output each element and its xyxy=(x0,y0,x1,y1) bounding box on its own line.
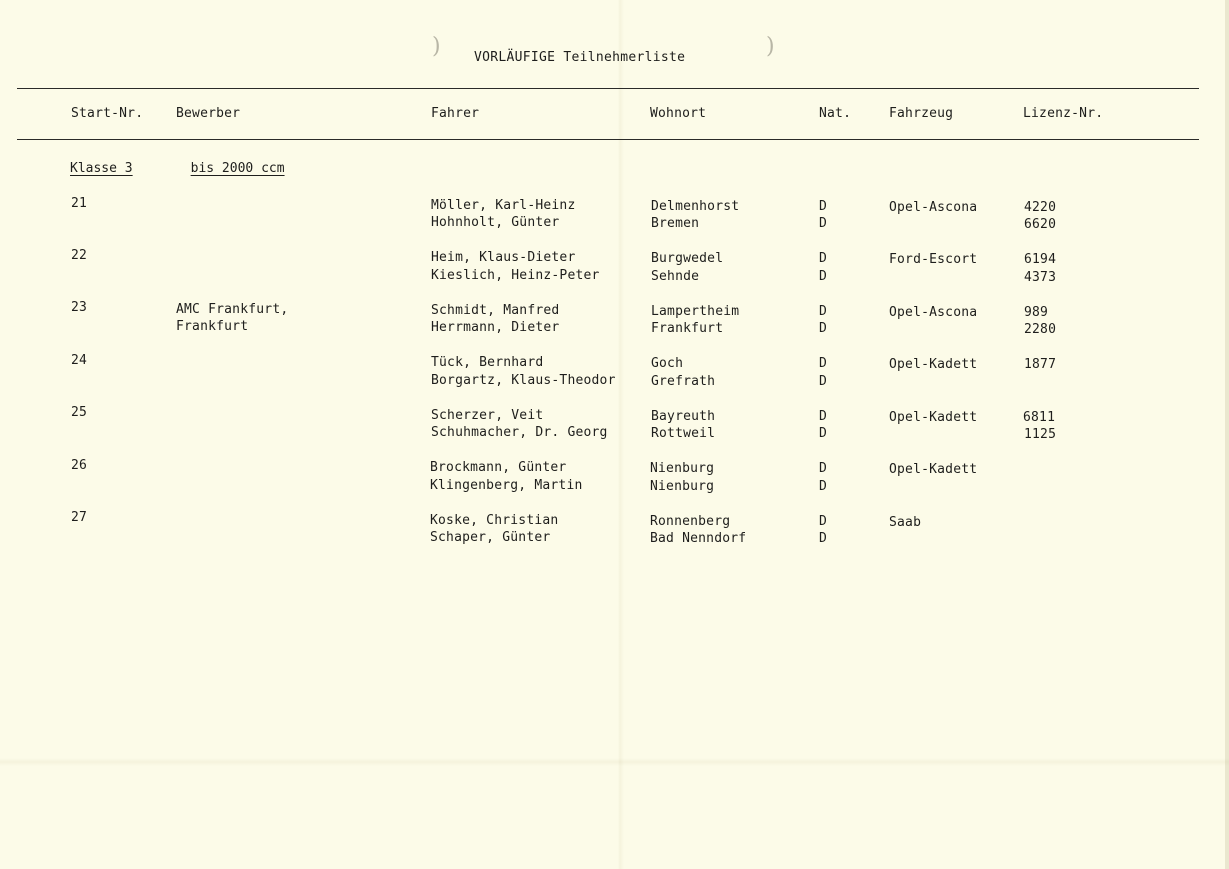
nat-1: D xyxy=(819,251,828,266)
bewerber-line-1: AMC Frankfurt, xyxy=(176,302,289,317)
column-header-bewerber: Bewerber xyxy=(176,106,241,121)
lizenz-2: 1125 xyxy=(1024,427,1057,442)
nat-1: D xyxy=(819,409,828,424)
header-bottom-rule xyxy=(17,139,1199,140)
start-number: 25 xyxy=(71,405,88,420)
paper-edge xyxy=(1225,0,1229,869)
wohnort-2: Grefrath xyxy=(651,374,716,389)
fahrer-1: Heim, Klaus-Dieter xyxy=(431,250,576,265)
column-header-fahrer: Fahrer xyxy=(431,106,480,121)
wohnort-1: Ronnenberg xyxy=(650,514,731,529)
class-range: bis 2000 ccm xyxy=(190,161,285,176)
fahrer-1: Brockmann, Günter xyxy=(430,460,567,475)
nat-1: D xyxy=(819,514,828,529)
wohnort-2: Rottweil xyxy=(651,426,716,441)
wohnort-2: Bremen xyxy=(651,216,700,231)
wohnort-1: Nienburg xyxy=(650,461,715,476)
fahrzeug: Ford-Escort xyxy=(889,252,978,267)
fahrer-1: Möller, Karl-Heinz xyxy=(431,198,576,213)
lizenz-2: 6620 xyxy=(1024,217,1057,232)
wohnort-1: Bayreuth xyxy=(651,409,716,424)
start-number: 23 xyxy=(71,300,88,315)
nat-2: D xyxy=(819,426,828,441)
column-header-wohnort: Wohnort xyxy=(650,106,707,121)
fahrer-1: Scherzer, Veit xyxy=(431,408,544,423)
nat-2: D xyxy=(819,479,828,494)
lizenz-1: 6194 xyxy=(1024,252,1057,267)
fahrzeug: Saab xyxy=(889,515,922,530)
lizenz-2: 2280 xyxy=(1024,322,1057,337)
nat-1: D xyxy=(819,461,828,476)
wohnort-2: Bad Nenndorf xyxy=(650,531,747,546)
nat-2: D xyxy=(819,374,828,389)
document-title: VORLÄUFIGE Teilnehmerliste xyxy=(474,50,686,65)
column-header-nat: Nat. xyxy=(819,106,852,121)
start-number: 22 xyxy=(71,248,88,263)
punch-mark-right: ) xyxy=(766,34,775,59)
punch-mark-left: ) xyxy=(432,34,441,59)
lizenz-1: 989 xyxy=(1024,305,1049,320)
wohnort-1: Goch xyxy=(651,356,684,371)
wohnort-2: Frankfurt xyxy=(651,321,724,336)
fahrzeug: Opel-Ascona xyxy=(889,305,978,320)
nat-1: D xyxy=(819,304,828,319)
wohnort-1: Delmenhorst xyxy=(651,199,740,214)
start-number: 24 xyxy=(71,353,88,368)
wohnort-2: Sehnde xyxy=(651,269,700,284)
lizenz-2: 4373 xyxy=(1024,270,1057,285)
wohnort-1: Burgwedel xyxy=(651,251,724,266)
nat-1: D xyxy=(819,199,828,214)
column-header-lizenz: Lizenz-Nr. xyxy=(1023,106,1104,121)
header-top-rule xyxy=(17,88,1199,89)
nat-2: D xyxy=(819,269,828,284)
lizenz-1: 6811 xyxy=(1023,410,1056,425)
fahrer-2: Hohnholt, Günter xyxy=(431,215,560,230)
fahrzeug: Opel-Ascona xyxy=(889,200,978,215)
fahrer-2: Klingenberg, Martin xyxy=(430,478,583,493)
fahrer-2: Herrmann, Dieter xyxy=(431,320,560,335)
nat-2: D xyxy=(819,216,828,231)
column-header-start-nr: Start-Nr. xyxy=(71,106,144,121)
fahrzeug: Opel-Kadett xyxy=(889,410,978,425)
nat-2: D xyxy=(819,531,828,546)
fahrer-2: Schaper, Günter xyxy=(430,530,551,545)
bewerber-line-2: Frankfurt xyxy=(176,319,249,334)
fahrzeug: Opel-Kadett xyxy=(889,462,978,477)
fahrer-1: Schmidt, Manfred xyxy=(431,303,560,318)
wohnort-2: Nienburg xyxy=(650,479,715,494)
start-number: 21 xyxy=(71,196,88,211)
fahrer-2: Schuhmacher, Dr. Georg xyxy=(431,425,608,440)
wohnort-1: Lampertheim xyxy=(651,304,740,319)
column-header-fahrzeug: Fahrzeug xyxy=(889,106,954,121)
lizenz-1: 4220 xyxy=(1024,200,1057,215)
lizenz-1: 1877 xyxy=(1024,357,1057,372)
fahrer-2: Kieslich, Heinz-Peter xyxy=(431,268,600,283)
fahrer-1: Koske, Christian xyxy=(430,513,559,528)
fahrzeug: Opel-Kadett xyxy=(889,357,978,372)
fahrer-2: Borgartz, Klaus-Theodor xyxy=(431,373,616,388)
start-number: 27 xyxy=(71,510,88,525)
nat-2: D xyxy=(819,321,828,336)
start-number: 26 xyxy=(71,458,88,473)
fahrer-1: Tück, Bernhard xyxy=(431,355,544,370)
nat-1: D xyxy=(819,356,828,371)
class-name: Klasse 3 xyxy=(70,161,133,176)
class-heading xyxy=(70,161,285,176)
